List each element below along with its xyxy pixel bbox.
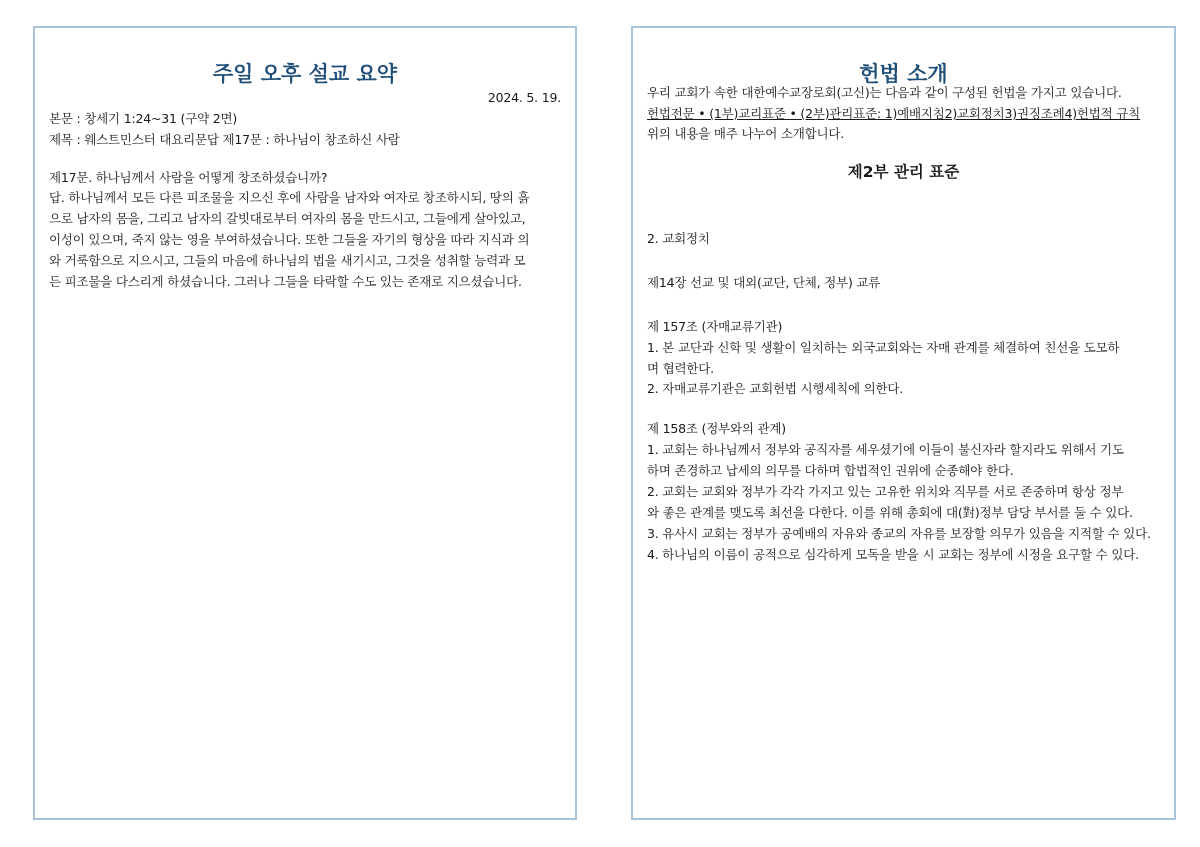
- article-158-line: 1. 교회는 하나님께서 정부와 공직자를 세우셨기에 이들이 불신자라 할지라도 위해서 기도: [647, 442, 1124, 457]
- sermon-summary-panel: [33, 26, 577, 820]
- part-title: 제2부 관리 표준: [847, 163, 960, 181]
- answer-line: 이성이 있으며, 죽지 않는 영을 부여하셨습니다. 또한 그들을 자기의 형상을 따라 지식과 의: [49, 232, 530, 247]
- article-158-line: 4. 하나님의 이름이 공적으로 심각하게 모독을 받을 시 교회는 정부에 시정을 요구할 수 있다.: [647, 547, 1139, 562]
- sermon-date: 2024. 5. 19.: [487, 90, 561, 105]
- article-158-line: 하며 존경하고 납세의 의무를 다하며 합법적인 권위에 순종해야 한다.: [647, 463, 1014, 478]
- constitution-title: 헌법 소개: [859, 62, 948, 86]
- answer-line: 와 거룩함으로 지으시고, 그들의 마음에 하나님의 법을 새기시고, 그것을 성취할 능력과 모: [49, 253, 526, 268]
- article-157-line: 며 협력한다.: [647, 361, 714, 376]
- answer-line: 답. 하나님께서 모든 다른 피조물을 지으신 후에 사람을 남자와 여자로 창조하시되, 땅의 흙: [49, 190, 530, 205]
- sermon-title: 주일 오후 설교 요약: [212, 62, 398, 86]
- article-158-line: 2. 교회는 교회와 정부가 각각 가지고 있는 고유한 위치와 직무를 서로 존중하며 항상 정부: [647, 484, 1124, 499]
- section-heading: 2. 교회정치: [647, 231, 710, 246]
- article-157-title: 제 157조 (자매교류기관): [647, 319, 783, 334]
- answer-line: 으로 남자의 몸을, 그리고 남자의 갈빗대로부터 여자의 몸을 만드시고, 그들에게 살아있고,: [49, 211, 526, 226]
- subject-line: 제목 : 웨스트민스터 대요리문답 제17문 : 하나님이 창조하신 사람: [49, 132, 400, 147]
- article-158-title: 제 158조 (정부와의 관계): [647, 421, 786, 436]
- intro-structure-line: 헌법전문 • (1부)교리표준 • (2부)관리표준: 1)예배지침2)교회정치3)권징조례4)헌법적 규칙: [647, 106, 1141, 121]
- answer-line: 든 피조물을 다스리게 하셨습니다. 그러나 그들을 타락할 수도 있는 존재로 지으셨습니다.: [49, 274, 522, 289]
- article-158-line: 3. 유사시 교회는 정부가 공예배의 자유와 종교의 자유를 보장할 의무가 있음을 지적할 수 있다.: [647, 526, 1151, 541]
- question-line: 제17문. 하나님께서 사람을 어떻게 창조하셨습니까?: [49, 170, 328, 185]
- chapter-heading: 제14장 선교 및 대외(교단, 단체, 정부) 교류: [647, 275, 881, 290]
- article-158-line: 와 좋은 관계를 맺도록 최선을 다한다. 이를 위해 총회에 대(對)정부 담당 부서를 둘 수 있다.: [647, 505, 1133, 520]
- intro-line: 위의 내용을 매주 나누어 소개합니다.: [647, 126, 844, 141]
- article-157-line: 2. 자매교류기관은 교회헌법 시행세칙에 의한다.: [647, 381, 904, 396]
- constitution-panel: [631, 26, 1176, 820]
- article-157-line: 1. 본 교단과 신학 및 생활이 일치하는 외국교회와는 자매 관계를 체결하여 친선을 도모하: [647, 340, 1120, 355]
- intro-line: 우리 교회가 속한 대한예수교장로회(고신)는 다음과 같이 구성된 헌법을 가지고 있습니다.: [647, 85, 1122, 100]
- scripture-line: 본문 : 창세기 1:24~31 (구약 2면): [49, 111, 238, 126]
